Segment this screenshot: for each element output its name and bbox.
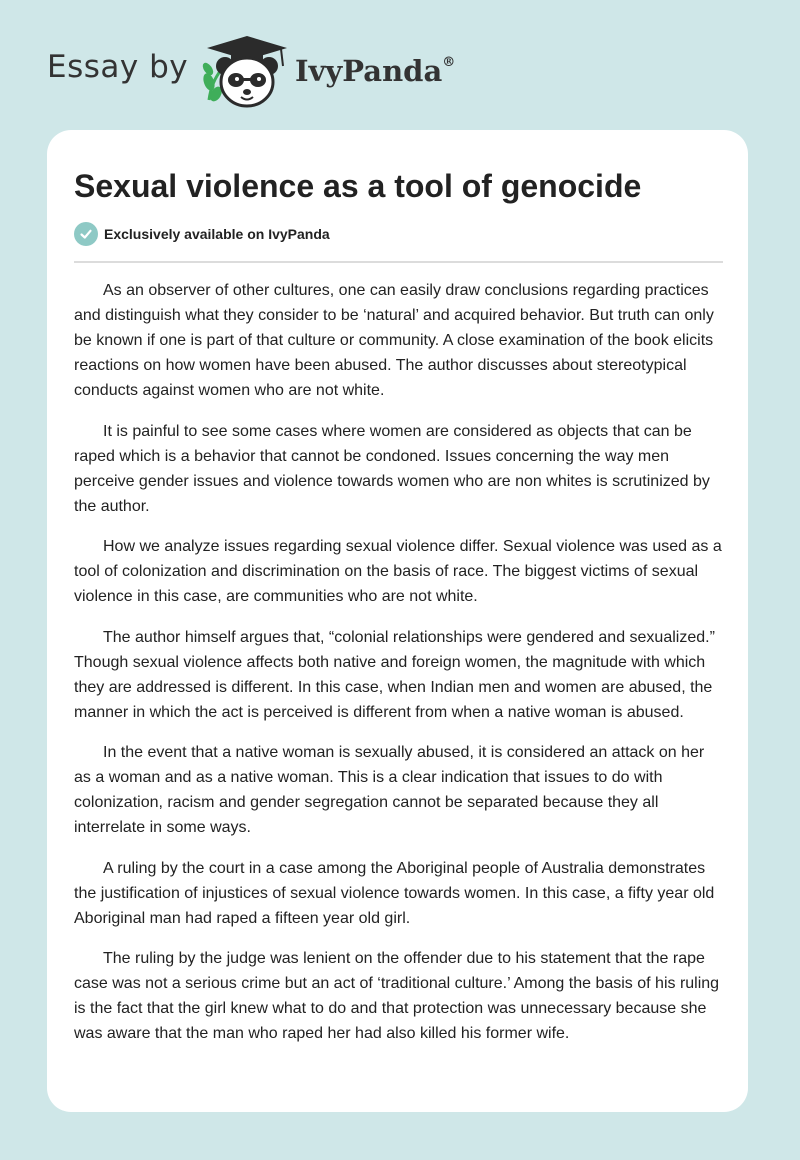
check-circle-icon <box>74 222 98 246</box>
essay-paragraph: It is painful to see some cases where women are considered as objects that can be raped which is a behavior that cannot be condoned. Issues concerning the way men perceive gender issues and violence towards women who are non whites is scrutinized by the author. <box>74 422 710 515</box>
essay-paragraph: A ruling by the court in a case among the Aboriginal people of Australia demonstrates the justification of injustices of sexual violence towards women. In this case, a fifty year old Aboriginal man had raped a fifteen year old girl. <box>74 859 715 927</box>
essay-paragraph: As an observer of other cultures, one can easily draw conclusions regarding practices and distinguish what they consider to be ‘natural’ and acquired behavior. But truth can only be known if one is part of that culture or community. A close examination of the book elicits reactions on how women have been abused. The author discusses about stereotypical conducts against women who are not white. <box>74 282 714 399</box>
essay-body <box>74 278 725 1062</box>
essay-paragraph: The author himself argues that, “colonial relationships were gendered and sexualized.” Though sexual violence affects both native and foreign women, the magnitude with which they are addressed is different. In this case, when Indian men and women are abused, the manner in which the act is perceived is different from when a native woman is abused. <box>74 628 715 721</box>
panda-graduate-icon[interactable] <box>201 34 293 110</box>
site-header <box>0 0 800 130</box>
essay-card <box>47 130 748 1112</box>
brand-name[interactable] <box>295 54 455 88</box>
divider <box>74 261 723 263</box>
essay-title: Sexual violence as a tool of genocide <box>74 168 642 204</box>
essay-paragraph: In the event that a native woman is sexually abused, it is considered an attack on her as a woman and as a native woman. This is a clear indication that issues to do with colonization, racism and gender segregation cannot be separated because they all interrelate in some ways. <box>74 744 705 836</box>
registered-mark: ® <box>442 55 456 71</box>
essay-paragraph: How we analyze issues regarding sexual violence differ. Sexual violence was used as a tool of colonization and discrimination on the basis of race. The biggest victims of sexual violence in this case, are communities who are not white. <box>74 538 722 605</box>
exclusive-badge <box>74 222 330 246</box>
brand-prefix: Essay by <box>47 49 189 85</box>
essay-paragraph: The ruling by the judge was lenient on the offender due to his statement that the rape case was not a serious crime but an act of ‘traditional culture.’ Among the basis of his ruling is the fact that the girl knew what to do and that protection was unnecessary because she was aware that the man who raped her had also killed his former wife. <box>74 950 720 1042</box>
exclusive-badge-label: Exclusively available on IvyPanda <box>104 226 330 242</box>
brand-name-text: IvyPanda <box>295 54 443 88</box>
